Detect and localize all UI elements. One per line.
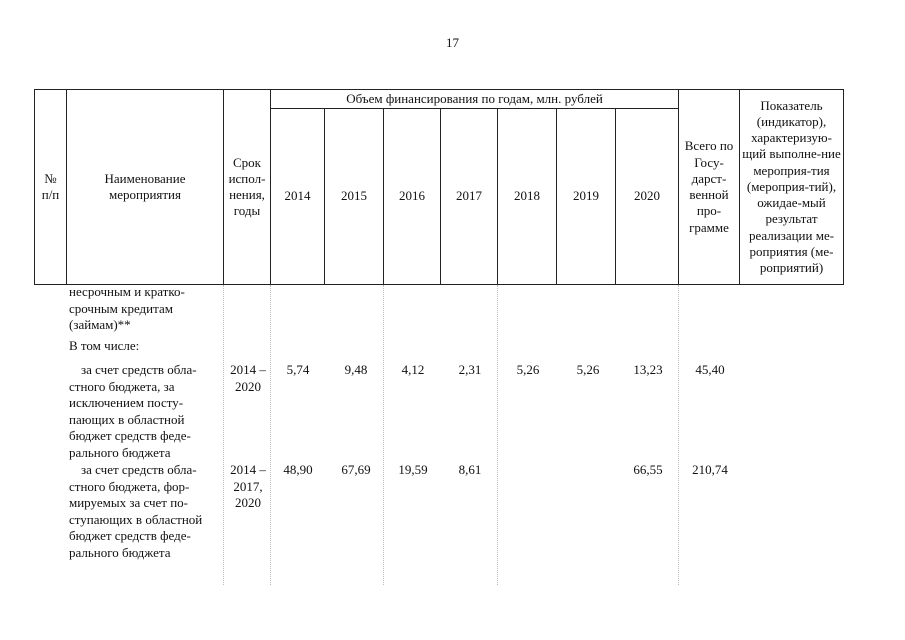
column-separator <box>678 285 679 585</box>
column-separator <box>270 285 271 585</box>
row2-2020: 66,55 <box>633 462 663 477</box>
continued-name: несрочным и кратко- срочным кредитам (займам)** <box>69 284 185 332</box>
column-separator <box>497 285 498 585</box>
header-col-num: № п/п <box>34 89 67 285</box>
row1-2014: 5,74 <box>286 362 310 377</box>
table-header <box>34 89 844 285</box>
header-col-name: Наименование мероприятия <box>66 89 224 285</box>
header-year-2014: 2014 <box>270 108 325 285</box>
row2-2014: 48,90 <box>283 462 313 477</box>
page-number: 17 <box>446 35 459 50</box>
row2-2016: 19,59 <box>398 462 428 477</box>
row1-term: 2014 – 2020 <box>230 362 266 394</box>
column-separator <box>223 285 224 585</box>
row1-2018: 5,26 <box>516 362 540 377</box>
row2-name: за счет средств обла- стного бюджета, фор- мируемых за счет по- ступающих в областной бюджет средств феде- рального бюджета <box>69 462 203 560</box>
in-that-number: В том числе: <box>69 338 140 353</box>
row2-total: 210,74 <box>692 462 728 477</box>
column-separator <box>383 285 384 585</box>
header-col-indicator: Показатель (индикатор), характеризую-щий выполне-ние мероприя-тия (мероприя-тий), ожидае-мый результат реализации ме-роприятия (ме-роприятий) <box>739 89 844 285</box>
row2-term: 2014 – 2017, 2020 <box>230 462 266 510</box>
row1-2016: 4,12 <box>401 362 425 377</box>
header-year-2019: 2019 <box>556 108 616 285</box>
row1-total: 45,40 <box>695 362 725 377</box>
header-year-2016: 2016 <box>383 108 441 285</box>
row1-2015: 9,48 <box>344 362 368 377</box>
row1-2017: 2,31 <box>458 362 482 377</box>
row1-2019: 5,26 <box>576 362 600 377</box>
header-year-2018: 2018 <box>497 108 557 285</box>
header-year-2015: 2015 <box>324 108 384 285</box>
header-year-2017: 2017 <box>440 108 498 285</box>
row1-name: за счет средств обла- стного бюджета, за исключением посту- пающих в областной бюджет средств феде- рального бюджета <box>69 362 197 460</box>
header-col-term: Срок испол-нения, годы <box>223 89 271 285</box>
header-col-financing: Объем финансирования по годам, млн. рублей <box>270 89 679 109</box>
row2-2015: 67,69 <box>341 462 371 477</box>
row1-2020: 13,23 <box>633 362 663 377</box>
header-year-2020: 2020 <box>615 108 679 285</box>
row2-2017: 8,61 <box>458 462 482 477</box>
header-col-total: Всего по Госу-дарст-венной про-грамме <box>678 89 740 285</box>
